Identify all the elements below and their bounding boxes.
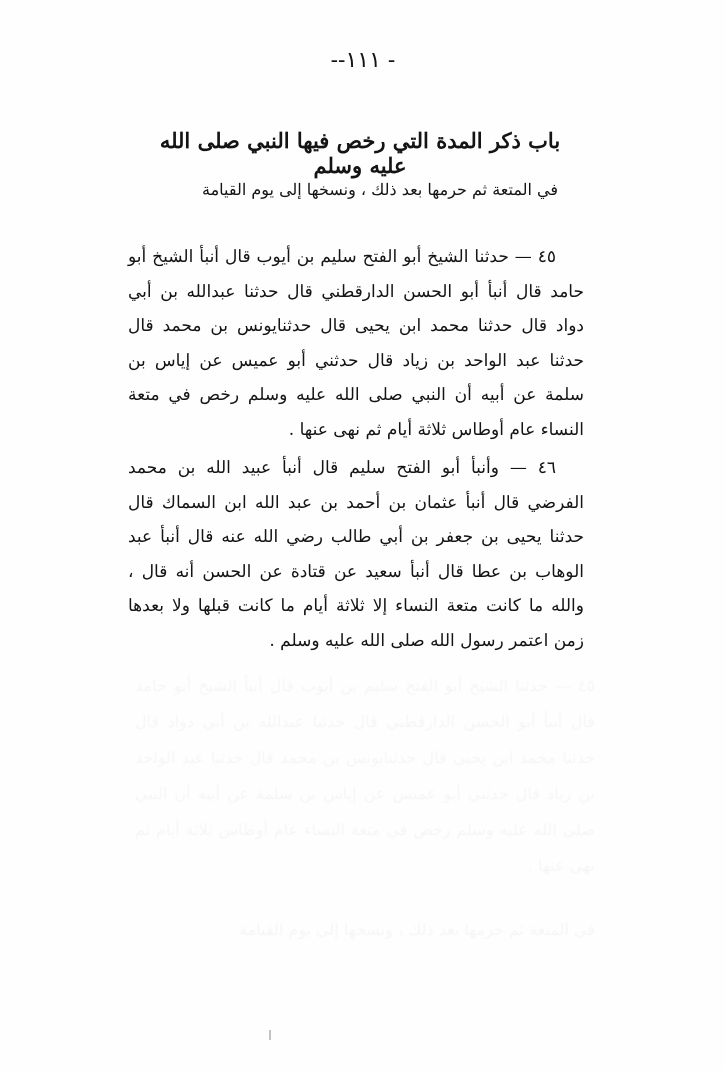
hadith-paragraph: ٤٦ — وأنبأ أبو الفتح سليم قال أنبأ عبيد الله بن محمد الفرضي قال أنبأ عثمان بن أحمد بن عبد الله ابن السماك قال حدثنا يحيى بن جعفر بن أبي طالب رضي الله عنه قال أنبأ عبد الوهاب بن عطا قال أنبأ سعيد عن قتادة عن الحسن أنه قال ، والله ما كانت متعة النساء إلا ثلاثة أيام ما كانت قبلها ولا بعدها زمن اعتمر رسول الله صلى الله عليه وسلم .	[128, 458, 584, 651]
hadith-paragraph: ٤٥ — حدثنا الشيخ أبو الفتح سليم بن أيوب قال أنبأ الشيخ أبو حامد قال أنبأ أبو الحسن الدارقطني قال حدثنا عبدالله بن أبي دواد قال حدثنا محمد ابن يحيى قال حدثنايونس بن محمد قال حدثنا عبد الواحد بن زياد قال حدثني أبو عميس عن إياس بن سلمة عن أبيه أن النبي صلى الله عليه وسلم رخص في متعة النساء عام أوطاس ثلاثة أيام ثم نهى عنها .	[128, 247, 584, 440]
ink-mark	[269, 1030, 271, 1040]
page-number: --١١١ -	[330, 48, 396, 73]
chapter-subtitle: في المتعة ثم حرمها بعد ذلك ، ونسخها إلى يوم القيامة	[202, 180, 558, 199]
document-body	[128, 240, 584, 658]
bleed-through-text	[135, 912, 595, 948]
chapter-title: باب ذكر المدة التي رخص فيها النبي صلى الله عليه وسلم	[159, 128, 561, 178]
bleed-through-text	[135, 668, 595, 884]
